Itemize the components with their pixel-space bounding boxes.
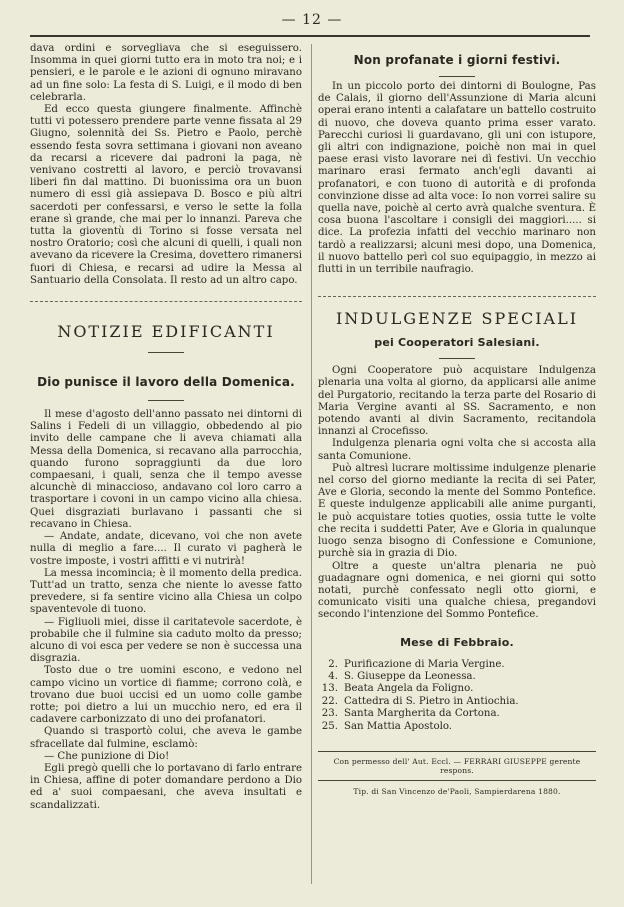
calendar-title: Mese di Febbraio. <box>400 635 514 649</box>
body-paragraph: Può altresì lucrare moltissime indulgenze plenarie nel corso del giorno mediante la recita di sei Pater, Ave e Gloria, secondo la mente del Sommo Pontefice. E queste indulgenze applicabili alle anime purganti, le può acquistare toties quoties, ossia tutte le volte che recita i suddetti Pater, Ave e Gloria in qualunque luogo senza bisogno di Confessione e Comunione, purchè sia in grazia di Dio. <box>318 462 596 560</box>
calendar-item <box>318 696 596 708</box>
body-paragraph: — Figliuoli miei, disse il caritatevole sacerdote, è probabile che il fulmine sia caduto molto da presso; alcuno di voi esca per vedere se non è successa una disgrazia. <box>30 616 302 665</box>
calendar-day: 4. <box>328 670 338 682</box>
body-paragraph: Egli pregò quelli che lo portavano di farlo entrare in Chiesa, affine di poter domandare perdono a Dio ed a' suoi compaesani, che aveva insultati e scandalizzati. <box>30 762 302 811</box>
article-title: Dio punisce il lavoro della Domenica. <box>37 375 295 390</box>
calendar-feast: Santa Margherita da Cortona. <box>344 708 500 720</box>
section-title: NOTIZIE EDIFICANTI <box>57 322 275 342</box>
body-paragraph: Quando si trasportò colui, che aveva le gambe sfracellate dal fulmine, esclamò: <box>30 726 302 750</box>
calendar-feast: Purificazione di Maria Vergine. <box>344 658 505 670</box>
body-paragraph: In un piccolo porto dei dintorni di Boulogne, Pas de Calais, il giorno dell'Assunzione di Maria alcuni operai erano intenti a calafatare un battello costruito di nuovo, che doveva quanto prima esser varato. Parecchi curiosi li guardavano, gli uni con istupore, gli altri con indignazione, poichè non mai in quel paese erasi visto lavorare nei dì festivi. Un vecchio marinaro erasi fermato anch'egli davanti ai profanatori, e con tuono di autorità e di profonda convinzione disse ad alta voce: Io non vorrei salire su quella nave, poichè al certo avrà qualche sventura. È cosa buona l'ascoltare i consigli dei maggiori..... si dice. La profezia infatti del vecchio marinaro non tardò a realizzarsi; alcuni mesi dopo, una Domenica, il nuovo battello perì col suo equipaggio, in mezzo ai flutti in un terribile naufragio. <box>318 81 596 276</box>
calendar-day: 23. <box>321 708 338 720</box>
right-column <box>318 43 596 796</box>
calendar-item <box>318 659 596 671</box>
calendar-feast: Beata Angela da Foligno. <box>344 683 474 695</box>
permission-note: Con permesso dell' Aut. Eccl. — FERRARI GIUSEPPE gerente respons. <box>333 756 581 775</box>
body-paragraph: Ed ecco questa giungere finalmente. Affinchè tutti vi potessero prendere parte venne fissata al 29 Giugno, solennità dei Ss. Pietro e Paolo, perchè essendo festa sovra settimana i giovani non aveano da recarsi a ricevere dai padroni la paga, nè venivano costretti al lavoro, e perciò trovavansi liberi fin dal mattino. Di buonissima ora un buon numero di essi già assiepava D. Bosco e più altri sacerdoti per confessarsi, e verso le sette la folla erane sì grande, che mai per lo innanzi. Pareva che tutta la gioventù di Torino si fosse versata nel nostro Oratorio; così che alcuni di quelli, i quali non avevano da ricevere la Cresima, dovettero rimanersi fuori di Chiesa, e recarsi ad udire la Messa al Santuario della Consolata. Il resto ad un altro capo. <box>30 104 302 286</box>
section-title: INDULGENZE SPECIALI <box>335 309 579 329</box>
section-subtitle: pei Cooperatori Salesiani. <box>374 336 540 350</box>
body-paragraph: — Andate, andate, dicevano, voi che non avete nulla di meglio a fare.... Il curato vi pagherà le vostre imposte, i vostri affitti e vi nutrirà! <box>30 531 302 567</box>
printer-note: Tip. di San Vincenzo de'Paoli, Sampierdarena 1880. <box>353 786 561 796</box>
body-paragraph: Il mese d'agosto dell'anno passato nei dintorni di Salins i Fedeli di un villaggio, obbedendo al pio invito delle campane che li aveva chiamati alla Messa della Domenica, si recavano alla parrocchia, quando furono sopraggiunti da due loro compaesani, i quali, senza che il tempo avesse alcunchè di minaccioso, andavano col loro carro a trasportare i covoni in un campo vicino alla chiesa. Quei disgraziati burlavano i passanti che si recavano in Chiesa. <box>30 409 302 530</box>
body-paragraph: Oltre a queste un'altra plenaria ne può guadagnare ogni domenica, e nei giorni qui sotto notati, purchè confessato negli otto giorni, e comunicato visiti una qualche chiesa, pregandovi secondo l'intenzione del Sommo Pontefice. <box>318 560 596 621</box>
page-number: — 12 — <box>281 12 343 28</box>
calendar-feast: Cattedra di S. Pietro in Antiochia. <box>344 695 519 707</box>
calendar-feast: San Mattia Apostolo. <box>344 720 453 732</box>
feast-calendar <box>318 659 596 733</box>
calendar-feast: S. Giuseppe da Leonessa. <box>344 670 476 682</box>
calendar-day: 22. <box>321 695 338 707</box>
calendar-item <box>318 721 596 733</box>
body-paragraph: Ogni Cooperatore può acquistare Indulgenza plenaria una volta al giorno, da applicarsi alle anime del Purgatorio, recitando la terza parte del Rosario di Maria Vergine avanti al SS. Sacramento, e non potendo avanti al divin Sacramento, recitandola innanzi al Crocefisso. <box>318 365 596 438</box>
article-title: Non profanate i giorni festivi. <box>353 53 561 67</box>
left-column <box>30 43 302 812</box>
header-rule <box>30 35 590 37</box>
body-paragraph: Indulgenza plenaria ogni volta che si accosta alla santa Comunione. <box>318 438 596 462</box>
calendar-item <box>318 671 596 683</box>
body-paragraph: dava ordini e sorvegliava che si eseguissero. Insomma in quei giorni tutto era in moto tra noi; e i pensieri, e le parole e le azioni di ognuno miravano ad un fine solo: La festa di S. Luigi, e il modo di ben celebrarla. <box>30 43 302 103</box>
body-paragraph: — Che punizione di Dio! <box>44 750 170 762</box>
column-divider <box>311 44 312 884</box>
body-paragraph: Tosto due o tre uomini escono, e vedono nel campo vicino un vortice di fiamme; corrono colà, e trovano due buoi uccisi ed un uomo colle gambe rotte; poi dietro a lui un mucchio nero, ed era il cadavere carbonizzato di uno dei profanatori. <box>30 665 302 726</box>
calendar-day: 13. <box>321 683 338 695</box>
body-paragraph: La messa incomincia; è il momento della predica. Tutt'ad un tratto, senza che niente lo avesse fatto prevedere, si fa sentire vicino alla Chiesa un colpo spaventevole di tuono. <box>30 567 302 616</box>
calendar-item <box>318 708 596 720</box>
calendar-day: 25. <box>321 720 338 732</box>
calendar-day: 2. <box>328 658 338 670</box>
calendar-item <box>318 683 596 695</box>
